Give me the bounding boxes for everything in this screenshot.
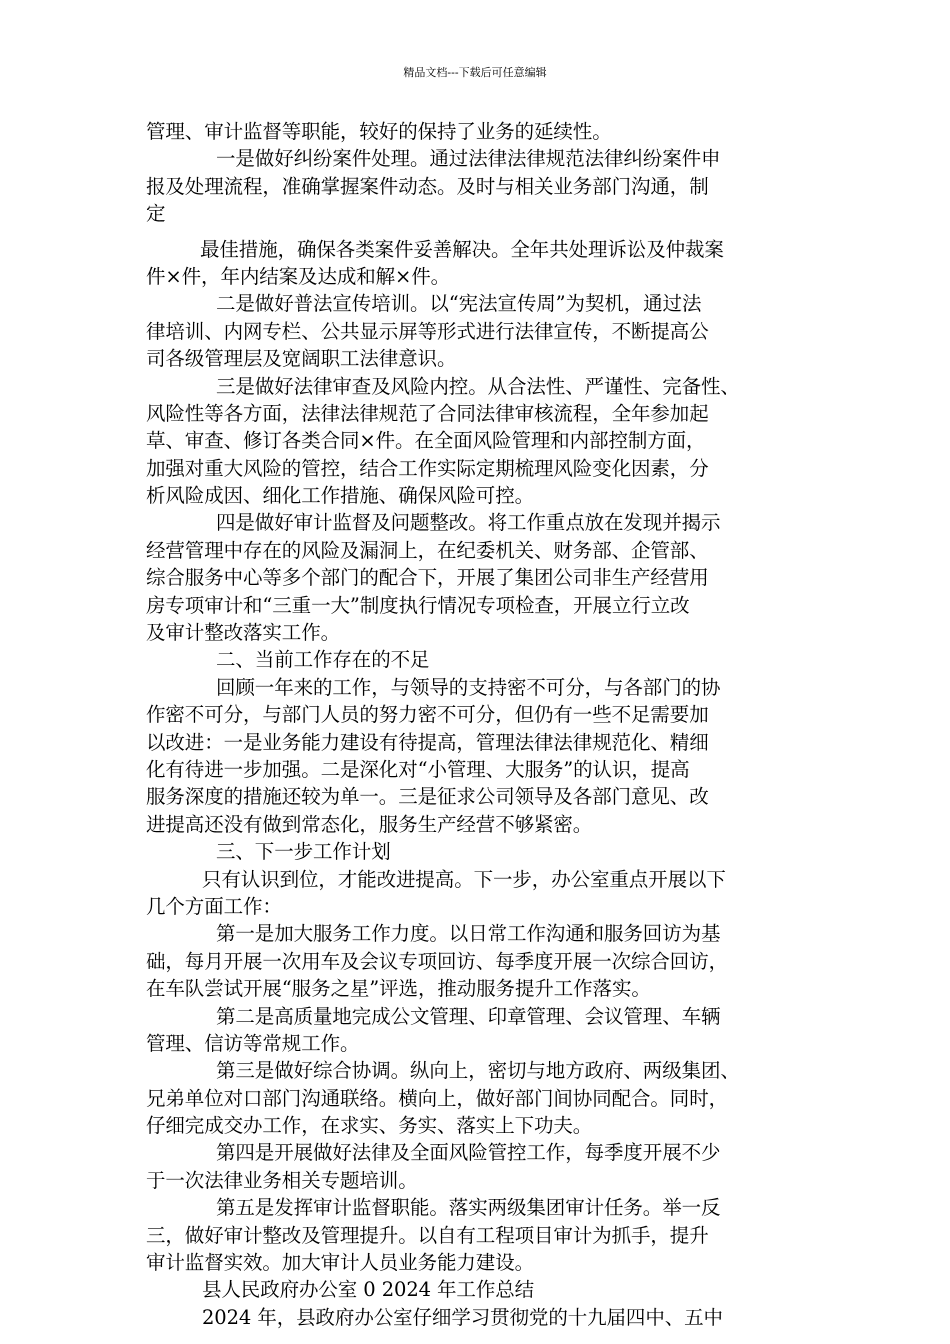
document-body (146, 118, 810, 1331)
text-line: 律培训、内网专栏、公共显示屏等形式进行法律宣传，不断提高公 (146, 319, 709, 343)
text-line: 风险性等各方面，法律法律规范了合同法律审核流程，全年参加起 (146, 401, 709, 425)
text-line: 草、审查、修订各类合同×件。在全面风险管理和内部控制方面， (146, 429, 706, 453)
text-line: 二、当前工作存在的不足 (216, 648, 430, 672)
text-line: 综合服务中心等多个部门的配合下，开展了集团公司非生产经营用 (146, 566, 709, 590)
text-line: 审计监督实效。加大审计人员业务能力建设。 (146, 1251, 535, 1275)
text-line: 四是做好审计监督及问题整改。将工作重点放在发现并揭示 (216, 511, 721, 535)
text-line: 县人民政府办公室 0 2024 年工作总结 (202, 1278, 535, 1302)
text-line: 化有待进一步加强。二是深化对“小管理、大服务”的认识，提高 (146, 757, 690, 781)
text-line: 一是做好纠纷案件处理。通过法律法律规范法律纠纷案件申 (216, 147, 721, 171)
text-line: 管理、信访等常规工作。 (146, 1031, 360, 1055)
text-line: 二是做好普法宣传培训。以“宪法宣传周”为契机，通过法 (216, 292, 702, 316)
text-line: 作密不可分，与部门人员的努力密不可分，但仍有一些不足需要加 (146, 703, 709, 727)
text-line: 管理、审计监督等职能，较好的保持了业务的延续性。 (146, 120, 612, 143)
text-line: 在车队尝试开展“服务之星”评选，推动服务提升工作落实。 (146, 977, 651, 1001)
text-line: 兄弟单位对口部门沟通联络。横向上，做好部门间协同配合。同时， (146, 1086, 729, 1110)
text-line: 房专项审计和“三重一大”制度执行情况专项检查，开展立行立改 (146, 593, 690, 617)
text-line: 三是做好法律审查及风险内控。从合法性、严谨性、完备性、 (216, 374, 740, 398)
text-line: 第二是高质量地完成公文管理、印章管理、会议管理、车辆 (216, 1004, 721, 1028)
text-line: 回顾一年来的工作，与领导的支持密不可分，与各部门的协 (216, 675, 721, 699)
text-line: 第四是开展做好法律及全面风险管控工作，每季度开展不少 (216, 1141, 721, 1165)
text-line: 件×件，年内结案及达成和解×件。 (146, 264, 451, 288)
text-line: 析风险成因、细化工作措施、确保风险可控。 (146, 484, 535, 508)
text-line: 第五是发挥审计监督职能。落实两级集团审计任务。举一反 (216, 1196, 721, 1220)
text-line: 2024 年，县政府办公室仔细学习贯彻党的十九届四中、五中 (202, 1305, 723, 1329)
text-line: 最佳措施，确保各类案件妥善解决。全年共处理诉讼及仲裁案 (200, 237, 724, 261)
text-line: 第三是做好综合协调。纵向上，密切与地方政府、两级集团、 (216, 1059, 740, 1083)
text-line: 进提高还没有做到常态化，服务生产经营不够紧密。 (146, 812, 593, 836)
text-line: 于一次法律业务相关专题培训。 (146, 1168, 418, 1192)
page-header: 精品文档---下载后可任意编辑 (403, 66, 547, 79)
text-line: 定 (146, 202, 166, 226)
text-line: 报及处理流程，准确掌握案件动态。及时与相关业务部门沟通，制 (146, 174, 709, 198)
text-line: 及审计整改落实工作。 (146, 621, 341, 645)
text-line: 只有认识到位，才能改进提高。下一步，办公室重点开展以下 (202, 867, 726, 891)
text-line: 司各级管理层及宽阔职工法律意识。 (146, 347, 457, 371)
text-line: 础，每月开展一次用车及会议专项回访、每季度开展一次综合回访， (146, 949, 729, 973)
text-line: 三、下一步工作计划 (216, 840, 391, 864)
text-line: 仔细完成交办工作，在求实、务实、落实上下功夫。 (146, 1114, 593, 1138)
text-line: 三，做好审计整改及管理提升。以自有工程项目审计为抓手，提升 (146, 1223, 709, 1247)
text-line: 以改进：一是业务能力建设有待提高，管理法律法律规范化、精细 (146, 730, 709, 754)
text-line: 经营管理中存在的风险及漏洞上，在纪委机关、财务部、企管部、 (146, 538, 709, 562)
text-line: 服务深度的措施还较为单一。三是征求公司领导及各部门意见、改 (146, 785, 709, 809)
text-line: 加强对重大风险的管控，结合工作实际定期梳理风险变化因素，分 (146, 456, 709, 480)
text-line: 几个方面工作： (146, 894, 282, 918)
text-line: 第一是加大服务工作力度。以日常工作沟通和服务回访为基 (216, 922, 721, 946)
